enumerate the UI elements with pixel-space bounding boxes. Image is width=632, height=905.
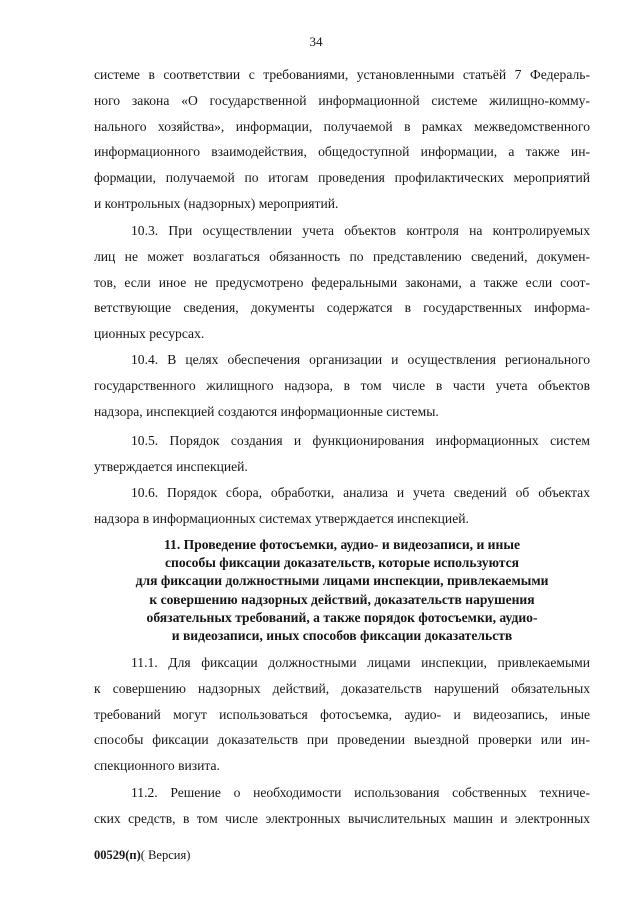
heading-line: для фиксации должностными лицами инспекции, привлекаемыми: [135, 573, 549, 589]
text-line: нального хозяйства», информации, получаемой в рамках межведомственного: [94, 118, 590, 134]
heading-line: способы фиксации доказательств, которые используются: [164, 555, 520, 571]
text-line: 11.2. Решение о необходимости использования собственных техниче-: [131, 785, 590, 800]
paragraph-10-4: [94, 347, 590, 424]
text-line: способы фиксации доказательств при проведении выездной проверки или ин-: [94, 732, 590, 748]
document-footer: [94, 848, 190, 863]
text-line: надзора, инспекцией создаются информационные системы.: [94, 403, 439, 419]
text-line: и контрольных (надзорных) мероприятий.: [94, 195, 339, 211]
text-line: ветствующие сведения, документы содержатся в государственных информа-: [94, 300, 590, 316]
page-number: 34: [309, 34, 323, 49]
heading-line: 11. Проведение фотосъемки, аудио- и видеозаписи, и иные: [163, 537, 520, 552]
paragraph-11-1: [94, 650, 590, 779]
text-line: 10.3. При осуществлении учета объектов контроля на контролируемых: [131, 223, 590, 238]
text-line: информационного взаимодействия, общедоступной информации, а также ин-: [94, 144, 590, 160]
text-line: надзора в информационных системах утверждается инспекцией.: [94, 510, 469, 526]
document-code: 00529(п): [94, 848, 141, 862]
text-line: ских средств, в том числе электронных вычислительных машин и электронных: [94, 810, 590, 826]
paragraph-continued: [94, 62, 590, 217]
paragraph-10-6: [94, 480, 590, 532]
paragraph-11-2: [94, 780, 590, 832]
text-line: 11.1. Для фиксации должностными лицами инспекции, привлекаемыми: [131, 655, 590, 670]
heading-line: к совершению надзорных действий, доказательств нарушения: [149, 591, 535, 607]
text-line: ного закона «О государственной информационной системе жилищно-комму-: [94, 92, 590, 108]
text-line: ционных ресурсах.: [94, 326, 205, 342]
text-line: 10.6. Порядок сбора, обработки, анализа и учета сведений об объектах: [131, 485, 590, 500]
text-line: требований могут использоваться фотосъемка, аудио- и видеозапись, иные: [94, 706, 590, 722]
text-line: 10.5. Порядок создания и функционирования информационных систем: [131, 433, 590, 448]
text-line: формации, получаемой по итогам проведения профилактических мероприятий: [94, 170, 590, 186]
text-line: спекционного визита.: [94, 758, 220, 774]
paragraph-10-5: [94, 428, 590, 480]
text-line: государственного жилищного надзора, в том числе в части учета объектов: [94, 377, 590, 393]
text-line: 10.4. В целях обеспечения организации и осуществления регионального: [131, 352, 590, 367]
text-line: к совершению надзорных действий, доказательств нарушений обязательных: [94, 680, 590, 696]
text-line: утверждается инспекцией.: [94, 458, 248, 474]
text-line: системе в соответствии с требованиями, установленными статьёй 7 Федераль-: [94, 67, 590, 82]
heading-line: и видеозаписи, иных способов фиксации доказательств: [171, 628, 513, 644]
document-version: ( Версия): [140, 848, 191, 862]
text-line: тов, если иное не предусмотрено федеральными законами, а также если соот-: [94, 274, 590, 290]
heading-line: обязательных требований, а также порядок фотосъемки, аудио-: [146, 609, 538, 625]
section-heading-11: [94, 536, 590, 645]
text-line: лиц не может возлагаться обязанность по представлению сведений, докумен-: [94, 248, 590, 264]
paragraph-10-3: [94, 218, 590, 347]
